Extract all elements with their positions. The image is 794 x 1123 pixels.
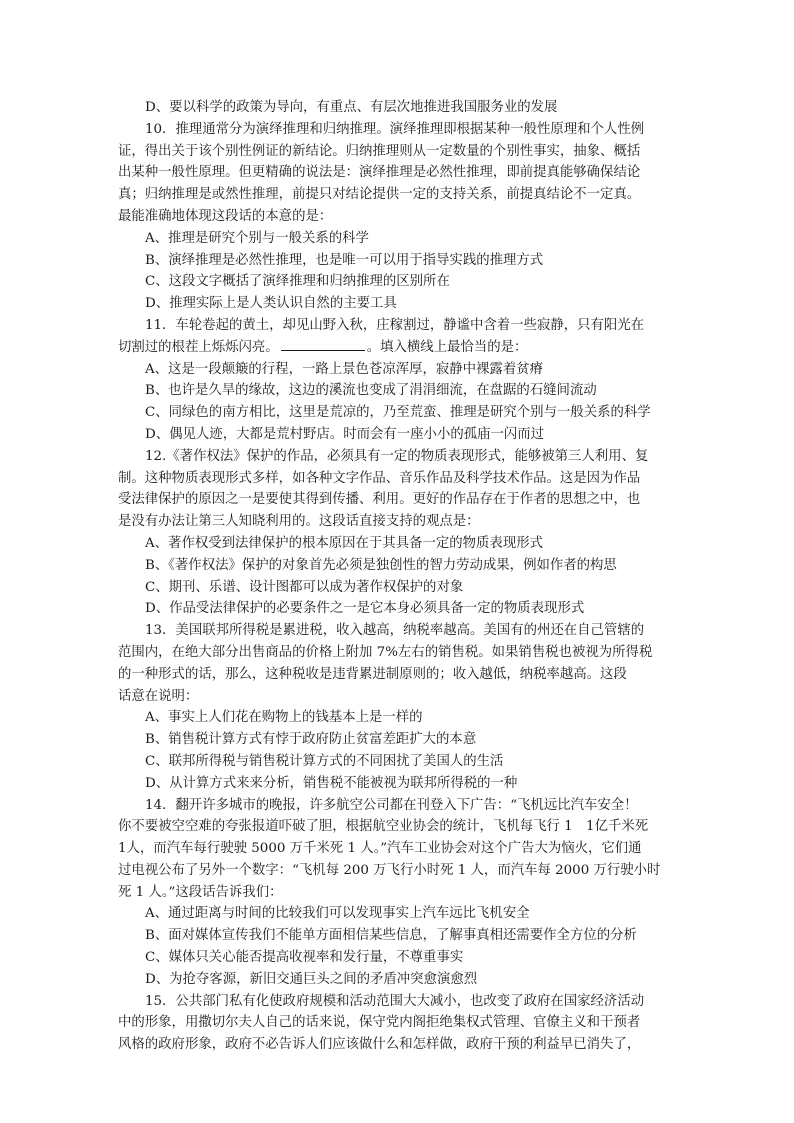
q15-stem-line: 风格的政府形象，政府不必告诉人们应该做什么和怎样做，政府干预的利益早已消失了， <box>118 1037 641 1053</box>
q13-option-d: D、从计算方式来来分析，销售税不能被视为联邦所得税的一种 <box>145 775 518 791</box>
fill-in-blank <box>281 337 365 351</box>
q10-option-b: B、演绎推理是必然性推理，也是唯一可以用于指导实践的推理方式 <box>145 252 544 268</box>
q13-stem-line: 范围内，在绝大部分出售商品的价格上附加 7%左右的销售税。如果销售税也被视为所得税 <box>118 644 653 660</box>
q13-stem-line: 的一种形式的话，那么，这种税收是违背累进制原则的；收入越低，纳税率越高。这段 <box>118 666 627 682</box>
q10-stem-line: 证，得出关于该个别性例证的新结论。归纳推理则从一定数量的个别性事实，抽象、概括 <box>118 143 641 159</box>
q11-stem-line <box>118 337 676 359</box>
q11-stem-line: 11．车轮卷起的黄土，却见山野入秋，庄稼割过，静谧中含着一些寂静，只有阳光在 <box>145 317 645 333</box>
q11-option-c: C、同绿色的南方相比，这里是荒凉的，乃至荒蛮、推理是研究个别与一般关系的科学 <box>145 405 651 421</box>
q12-stem-line: 是没有办法让第三人知晓利用的。这段话直接支持的观点是： <box>118 514 480 530</box>
q12-stem-line: 受法律保护的原因之一是要使其得到传播、利用。更好的作品存在于作者的思想之中，也 <box>118 492 641 508</box>
q10-stem-line: 出某种一般性原理。但更精确的说法是：演绎推理是必然性推理，即前提真能够确保结论 <box>118 165 641 181</box>
q11-stem-text: 。填入横线上最恰当的是： <box>366 339 528 355</box>
q13-option-b: B、销售税计算方式有悖于政府防止贫富差距扩大的本意 <box>145 732 477 748</box>
q11-option-b: B、也许是久旱的缘故，这边的溪流也变成了涓涓细流，在盘踞的石缝间流动 <box>145 383 597 399</box>
q11-stem-text: 切割过的根茬上烁烁闪亮。 <box>118 339 279 355</box>
q10-option-d: D、推理实际上是人类认识自然的主要工具 <box>145 296 397 312</box>
q14-stem-line: 过电视公布了另外一个数字：“飞机每 200 万飞行小时死 1 人，而汽车每 2000 万行驶小时 <box>118 862 661 878</box>
q10-option-a: A、推理是研究个别与一般关系的科学 <box>145 230 369 246</box>
q12-option-a: A、著作权受到法律保护的根本原因在于其具备一定的物质表现形式 <box>145 535 543 551</box>
q14-option-c: C、媒体只关心能否提高收视率和发行量，不尊重事实 <box>145 950 464 966</box>
q14-option-a: A、通过距离与时间的比较我们可以发现事实上汽车远比飞机安全 <box>145 906 530 922</box>
q13-stem-line: 话意在说明： <box>118 688 199 704</box>
q11-option-a: A、这是一段颠簸的行程，一路上景色苍凉浑厚，寂静中裸露着贫瘠 <box>145 361 543 377</box>
q10-stem-line: 最能准确地体现这段话的本意的是： <box>118 208 333 224</box>
q12-option-c: C、期刊、乐谱、设计图都可以成为著作权保护的对象 <box>145 579 464 595</box>
q15-stem-line: 15．公共部门私有化使政府规模和活动范围大大减小，也改变了政府在国家经济活动 <box>145 993 645 1009</box>
q11-option-d: D、偶见人迹，大都是荒村野店。时而会有一座小小的孤庙一闪而过 <box>145 426 545 442</box>
q14-stem-line: 死 1 人。”这段话告诉我们： <box>118 884 283 900</box>
q13-option-a: A、事实上人们花在购物上的钱基本上是一样的 <box>145 710 423 726</box>
q10-option-c: C、这段文字概括了演绎推理和归纳推理的区别所在 <box>145 274 450 290</box>
q14-stem-line: 1人，而汽车每行驶驶 5000 万千米死 1 人。”汽车工业协会对这个广告大为恼火，它们通 <box>118 841 642 857</box>
q15-stem-line: 中的形象，用撒切尔夫人自己的话来说，保守党内阁拒绝集权式管理、官僚主义和干预者 <box>118 1015 641 1031</box>
q14-stem-line: 14．翻开许多城市的晚报，许多航空公司都在刊登入下广告：“飞机远比汽车安全！ <box>145 797 638 813</box>
q9-option-d: D、要以科学的政策为导向，有重点、有层次地推进我国服务业的发展 <box>145 100 558 115</box>
q13-option-c: C、联邦所得税与销售税计算方式的不同困扰了美国人的生活 <box>145 753 504 769</box>
q10-stem-line: 真；归纳推理是或然性推理，前提只对结论提供一定的支持关系，前提真结论不一定真。 <box>118 187 641 203</box>
q12-option-b: B、《著作权法》保护的对象首先必须是独创性的智力劳动成果，例如作者的构思 <box>145 557 617 573</box>
q12-stem-line: 12.《著作权法》保护的作品，必须具有一定的物质表现形式，能够被第三人利用、复 <box>145 448 649 464</box>
q12-stem-line: 制。这种物质表现形式多样，如各种文字作品、音乐作品及科学技术作品。这是因为作品 <box>118 470 641 486</box>
q13-stem-line: 13．美国联邦所得税是累进税，收入越高，纳税率越高。美国有的州还在自己管辖的 <box>145 623 645 639</box>
q10-stem-line: 10．推理通常分为演绎推理和归纳推理。演绎推理即根据某种一般性原理和个人性例 <box>145 121 645 137</box>
q14-stem-line: 你不要被空空难的夸张报道吓破了胆，根据航空业协会的统计，飞机每飞行 1 1亿千米死 <box>118 819 649 835</box>
q12-option-d: D、作品受法律保护的必要条件之一是它本身必须具备一定的物质表现形式 <box>145 601 585 617</box>
q14-option-d: D、为抢夺客源，新旧交通巨头之间的矛盾冲突愈演愈烈 <box>145 971 478 987</box>
q14-option-b: B、面对媒体宣传我们不能单方面相信某些信息，了解事真相还需要作全方位的分析 <box>145 928 637 944</box>
